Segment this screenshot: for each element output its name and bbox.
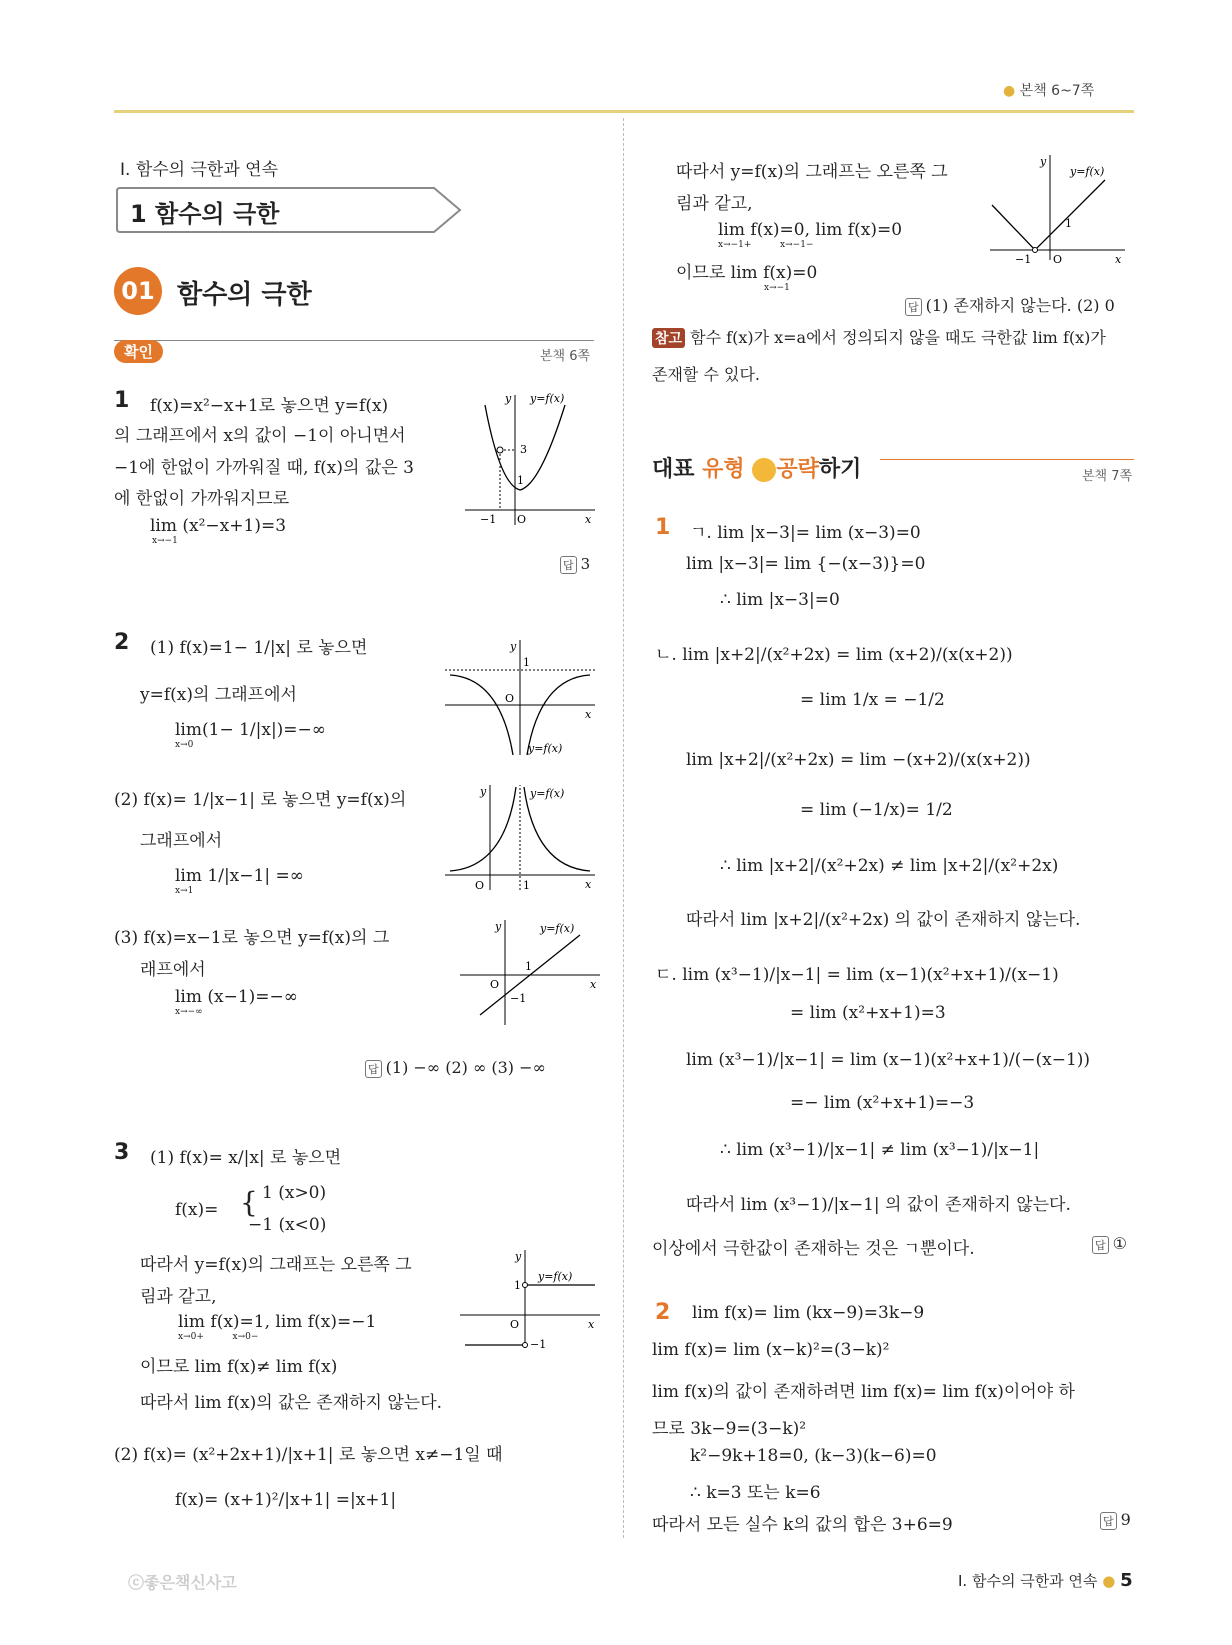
p3-graph-label: y=f(x) (538, 1270, 573, 1283)
q1-g1: ㄱ. lim |x−3|= lim (x−3)=0 (690, 523, 921, 543)
section-number-badge (114, 267, 162, 315)
q2-l1: lim f(x)= lim (kx−9)=3k−9 (692, 1303, 925, 1323)
rt-line2: 림과 같고, (676, 194, 753, 214)
p2-b1: (2) f(x)= 1/|x−1| 로 놓으면 y=f(x)의 (114, 790, 407, 810)
typical-ref: 본책 7쪽 (1082, 469, 1133, 484)
svg-text:x: x (588, 1318, 595, 1331)
q2-l3: lim f(x)의 값이 존재하려면 lim f(x)= lim f(x)이어야 하 (652, 1382, 1075, 1402)
p2-c1: (3) f(x)=x−1로 놓으면 y=f(x)의 그 (114, 928, 390, 948)
svg-text:O: O (1053, 253, 1063, 265)
svg-text:O: O (475, 879, 485, 892)
p1-line2: 의 그래프에서 x의 값이 −1이 아니면서 (114, 426, 406, 446)
svg-text:y: y (510, 640, 517, 653)
typical-t4: 하기 (818, 457, 862, 482)
svg-text:y: y (495, 920, 502, 933)
p2-answer (365, 1058, 546, 1078)
p2-a1: (1) f(x)=1− 1/|x| 로 놓으면 (150, 638, 368, 658)
svg-text:O: O (505, 692, 515, 705)
top-rule (114, 110, 1134, 113)
p3-case1: 1 (x>0) (262, 1183, 327, 1203)
rt-answer-text: (1) 존재하지 않는다. (2) 0 (925, 296, 1115, 315)
rt-graph (990, 155, 1130, 265)
q2-l2: lim f(x)= lim (x−k)²=(3−k)² (652, 1340, 890, 1360)
rt-graph-label: y=f(x) (1070, 165, 1105, 178)
svg-text:O: O (517, 513, 527, 526)
footer-bullet-icon: ● (1102, 1572, 1116, 1590)
p1-equation (150, 516, 286, 546)
trophy-icon (752, 458, 776, 482)
page-number: 5 (1120, 1570, 1133, 1591)
p2-c3 (175, 987, 298, 1017)
svg-text:x: x (585, 708, 592, 721)
q2-l4: 므로 3k−9=(3−k)² (652, 1419, 807, 1439)
chapter-title: Ⅰ. 함수의 극한과 연속 (120, 160, 279, 180)
p2-b3-sub: x→1 (175, 886, 194, 896)
p3-case2: −1 (x<0) (248, 1215, 327, 1235)
q2-number: 2 (655, 1300, 671, 1325)
p3-graph (460, 1250, 600, 1350)
svg-text:−1: −1 (510, 992, 527, 1005)
rt-line3-sub: x→−1+ x→−1− (718, 240, 814, 250)
bullet-icon: ● (1003, 83, 1016, 99)
rt-line4-text: 이므로 lim f(x)=0 (676, 263, 818, 283)
q1-n1: ㄴ. lim |x+2|/(x²+2x) = lim (x+2)/(x(x+2)) (655, 645, 1013, 665)
rt-note (652, 325, 1106, 348)
svg-text:y: y (1040, 155, 1047, 168)
q2-answer-text: 9 (1120, 1510, 1131, 1529)
check-ref: 본책 6쪽 (540, 349, 591, 364)
svg-text:1: 1 (514, 1279, 521, 1292)
q1-n6: 따라서 lim |x+2|/(x²+2x) 의 값이 존재하지 않는다. (686, 910, 1081, 930)
footer-copyright: ⓒ좋은책신사고 (128, 1573, 237, 1592)
p2-b3-text: lim 1/|x−1| =∞ (175, 866, 304, 886)
p1-graph-label: y=f(x) (530, 392, 565, 405)
p1-number: 1 (114, 388, 130, 413)
q1-n4: = lim (−1/x)= 1/2 (800, 800, 953, 820)
answer-icon: 답 (1092, 1236, 1109, 1254)
q2-l7: 따라서 모든 실수 k의 값의 합은 3+6=9 (652, 1515, 953, 1535)
svg-text:1: 1 (525, 960, 532, 973)
q1-d1: ㄷ. lim (x³−1)/|x−1| = lim (x−1)(x²+x+1)/(x−1) (655, 965, 1059, 985)
page-ref (1003, 80, 1094, 100)
svg-text:3: 3 (520, 443, 527, 456)
p2-a3-sub: x→0 (175, 740, 194, 750)
p3-a5: 이므로 lim f(x)≠ lim f(x) (140, 1357, 338, 1377)
rt-answer (905, 293, 1115, 316)
q1-d3: lim (x³−1)/|x−1| = lim (x−1)(x²+x+1)/(−(x−1)) (686, 1050, 1091, 1070)
p3-fx: f(x)= (175, 1200, 219, 1220)
p2-graph-1 (445, 640, 595, 760)
p2-c3-sub: x→−∞ (175, 1007, 203, 1017)
svg-text:x: x (585, 878, 592, 891)
p2-a3 (175, 720, 326, 750)
svg-text:1: 1 (1065, 217, 1072, 230)
q1-answer (1092, 1234, 1127, 1254)
footer-chapter (958, 1570, 1133, 1591)
answer-icon: 답 (365, 1060, 382, 1078)
p1-line3: −1에 한없이 가까워질 때, f(x)의 값은 3 (114, 458, 414, 478)
p3-a6: 따라서 lim f(x)의 값은 존재하지 않는다. (140, 1393, 443, 1413)
svg-text:y: y (515, 1250, 522, 1263)
p2-number: 2 (114, 630, 130, 655)
typical-title (652, 452, 861, 483)
svg-text:O: O (490, 978, 500, 991)
answer-icon: 답 (1100, 1512, 1117, 1530)
p2-graph2-label: y=f(x) (530, 787, 565, 800)
q1-n5: ∴ lim |x+2|/(x²+2x) ≠ lim |x+2|/(x²+2x) (720, 856, 1059, 876)
q2-l6: ∴ k=3 또는 k=6 (690, 1483, 821, 1503)
p2-graph3-label: y=f(x) (540, 922, 575, 935)
p3-a4-sub: x→0+ x→0− (178, 1332, 259, 1342)
p1-answer (560, 555, 590, 574)
p1-eq-text: lim (x²−x+1)=3 (150, 516, 287, 536)
rt-line3 (718, 220, 902, 250)
check-rule (114, 340, 594, 341)
q1-answer-text: ① (1112, 1234, 1127, 1253)
p2-graph-3 (460, 920, 600, 1030)
p2-b2: 그래프에서 (140, 831, 223, 851)
typical-t3: 공략 (776, 457, 819, 482)
q1-d4: =− lim (x²+x+1)=−3 (790, 1093, 975, 1113)
q1-end: 이상에서 극한값이 존재하는 것은 ㄱ뿐이다. (652, 1239, 975, 1259)
note-badge: 참고 (652, 328, 685, 348)
rt-line4-sub: x→−1 (764, 283, 790, 293)
svg-text:y: y (480, 785, 487, 798)
check-badge: 확인 (114, 340, 163, 363)
p2-a2: y=f(x)의 그래프에서 (140, 685, 297, 705)
p2-graph-2 (445, 785, 595, 895)
svg-text:O: O (510, 1318, 520, 1331)
rt-note1: 함수 f(x)가 x=a에서 정의되지 않을 때도 극한값 lim f(x)가 (690, 328, 1106, 347)
unit-title: 1 함수의 극한 (130, 200, 280, 228)
p3-b1: (2) f(x)= (x²+2x+1)/|x+1| 로 놓으면 x≠−1일 때 (114, 1445, 503, 1465)
typical-t1: 대표 (652, 457, 703, 482)
q1-n3: lim |x+2|/(x²+2x) = lim −(x+2)/(x(x+2)) (686, 750, 1031, 770)
p2-answer-text: (1) −∞ (2) ∞ (3) −∞ (385, 1058, 546, 1077)
page-ref-text: 본책 6~7쪽 (1019, 83, 1095, 99)
q1-d6: 따라서 lim (x³−1)/|x−1| 의 값이 존재하지 않는다. (686, 1195, 1071, 1215)
q1-n2: = lim 1/x = −1/2 (800, 690, 945, 710)
rt-line4 (676, 258, 817, 293)
p3-a4 (178, 1312, 376, 1342)
p2-a3-text: lim(1− 1/|x|)=−∞ (175, 720, 326, 740)
q1-d2: = lim (x²+x+1)=3 (790, 1003, 946, 1023)
q1-g3: ∴ lim |x−3|=0 (720, 590, 840, 610)
q1-d5: ∴ lim (x³−1)/|x−1| ≠ lim (x³−1)/|x−1| (720, 1140, 1040, 1160)
p3-a1: (1) f(x)= x/|x| 로 놓으면 (150, 1148, 342, 1168)
p1-line1: f(x)=x²−x+1로 놓으면 y=f(x) (150, 396, 389, 416)
unit-banner (114, 185, 464, 235)
svg-text:1: 1 (523, 879, 530, 892)
svg-text:−1: −1 (1015, 253, 1032, 265)
p3-brace: { (240, 1186, 258, 1219)
p1-eq-sub: x→−1 (152, 536, 178, 546)
footer-chapter-text: Ⅰ. 함수의 극한과 연속 (958, 1572, 1098, 1590)
svg-text:x: x (1115, 253, 1122, 265)
p3-number: 3 (114, 1140, 130, 1165)
p1-answer-text: 3 (580, 555, 591, 573)
q2-l5: k²−9k+18=0, (k−3)(k−6)=0 (690, 1446, 937, 1466)
rt-line3-text: lim f(x)=0, lim f(x)=0 (718, 220, 903, 240)
svg-text:x: x (590, 978, 597, 991)
q2-answer (1100, 1510, 1131, 1530)
p2-b3 (175, 866, 304, 896)
svg-text:−1: −1 (480, 513, 497, 526)
answer-icon: 답 (905, 298, 922, 316)
section-number: 01 (121, 277, 155, 305)
p1-line4: 에 한없이 가까워지므로 (114, 489, 290, 509)
p2-c3-text: lim (x−1)=−∞ (175, 987, 298, 1007)
rt-note2: 존재할 수 있다. (652, 365, 760, 384)
rt-line1: 따라서 y=f(x)의 그래프는 오른쪽 그 (676, 162, 948, 182)
p3-a2: 따라서 y=f(x)의 그래프는 오른쪽 그 (140, 1255, 412, 1275)
section-title: 함수의 극한 (177, 280, 312, 310)
q1-number: 1 (655, 515, 671, 540)
svg-text:y: y (505, 392, 512, 405)
q1-g2: lim |x−3|= lim {−(x−3)}=0 (686, 554, 926, 574)
p1-graph (460, 390, 600, 530)
p3-a3: 림과 같고, (140, 1287, 217, 1307)
p2-c2: 래프에서 (140, 960, 206, 980)
p2-graph1-label: y=f(x) (528, 742, 563, 755)
typical-rule (880, 459, 1134, 460)
column-divider (623, 118, 624, 1538)
answer-icon: 답 (560, 556, 577, 574)
p3-a4-text: lim f(x)=1, lim f(x)=−1 (178, 1312, 377, 1332)
svg-text:1: 1 (517, 474, 524, 487)
svg-text:1: 1 (523, 656, 530, 669)
svg-text:−1: −1 (530, 1338, 547, 1350)
typical-t2: 유형 (702, 457, 745, 482)
svg-text:x: x (585, 513, 592, 526)
p3-b2: f(x)= (x+1)²/|x+1| =|x+1| (175, 1490, 397, 1510)
